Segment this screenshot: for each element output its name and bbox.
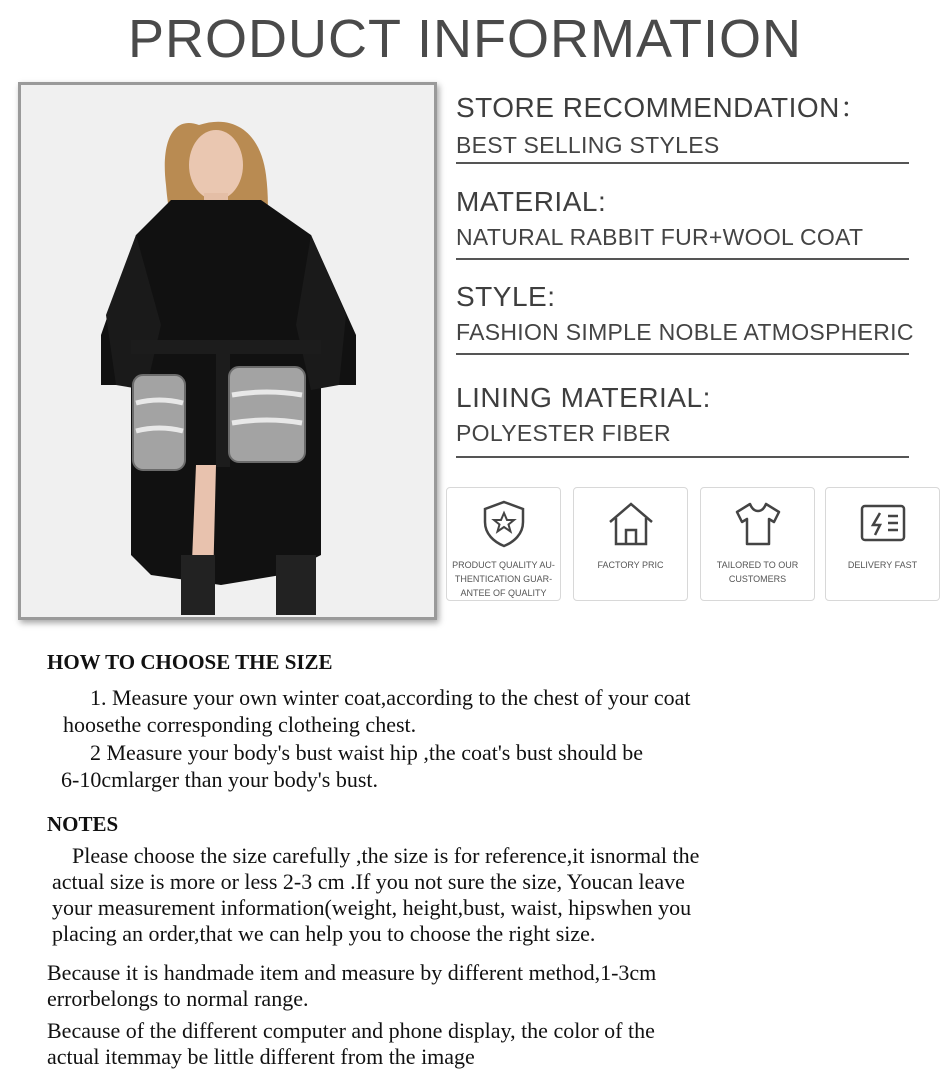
field-value: POLYESTER FIBER <box>456 420 671 446</box>
notes-line: Because of the different computer and phone display, the color of the <box>47 1018 655 1043</box>
notes-line: actual itemmay be little different from the image <box>47 1044 475 1069</box>
badge-text: DELIVERY FAST <box>847 560 918 570</box>
divider <box>456 353 909 355</box>
badge-text: TAILORED TO OUR <box>716 560 799 570</box>
field-value: FASHION SIMPLE NOBLE ATMOSPHERIC <box>456 319 914 345</box>
shield-star-icon <box>479 498 529 548</box>
size-guide-line: 1. Measure your own winter coat,according to the chest of your coat <box>90 685 691 710</box>
notes-heading: NOTES <box>47 812 119 836</box>
size-guide-line: hoosethe corresponding clotheing chest. <box>63 712 417 737</box>
size-guide-heading: HOW TO CHOOSE THE SIZE <box>47 650 333 674</box>
model-in-coat-image <box>21 85 434 617</box>
notes-line: your measurement information(weight, height,bust, waist, hipswhen you <box>52 895 692 920</box>
notes-line: Please choose the size carefully ,the size is for reference,it isnormal the <box>72 843 700 868</box>
field-material <box>456 186 916 251</box>
badge-delivery <box>825 487 940 601</box>
tshirt-icon <box>733 498 783 548</box>
fast-delivery-icon <box>858 498 908 548</box>
notes-paragraph <box>52 843 699 947</box>
badge-text: CUSTOMERS <box>728 574 787 584</box>
field-label: STORE RECOMMENDATION： <box>456 92 869 123</box>
divider <box>456 162 909 164</box>
field-style <box>456 281 916 346</box>
size-guide-line: 6-10cmlarger than your body's bust. <box>61 767 379 792</box>
badge-text: PRODUCT QUALITY AU- <box>452 560 555 570</box>
page-title: PRODUCT INFORMATION <box>128 9 802 69</box>
size-guide-text <box>63 684 691 793</box>
field-label: LINING MATERIAL: <box>456 382 711 413</box>
field-label: STYLE: <box>456 281 556 312</box>
house-icon <box>606 498 656 548</box>
notes-line: errorbelongs to normal range. <box>47 986 309 1011</box>
badge-quality <box>446 487 561 601</box>
notes-line: placing an order,that we can help you to choose the right size. <box>52 921 596 946</box>
divider <box>456 258 909 260</box>
badge-text: FACTORY PRIC <box>597 560 664 570</box>
field-value: BEST SELLING STYLES <box>456 132 720 158</box>
field-lining-material <box>456 382 916 447</box>
badge-tailored <box>700 487 815 601</box>
badge-factory-price <box>573 487 688 601</box>
divider <box>456 456 909 458</box>
notes-line: Because it is handmade item and measure by different method,1-3cm <box>47 960 657 985</box>
product-photo <box>18 82 437 620</box>
field-label: MATERIAL: <box>456 186 607 217</box>
field-value: NATURAL RABBIT FUR+WOOL COAT <box>456 224 864 250</box>
size-guide-line: 2 Measure your body's bust waist hip ,the coat's bust should be <box>90 740 643 765</box>
notes-line: actual size is more or less 2-3 cm .If you not sure the size, Youcan leave <box>52 869 685 894</box>
badge-text: THENTICATION GUAR- <box>454 574 553 584</box>
badge-text: ANTEE OF QUALITY <box>460 588 547 598</box>
notes-paragraph <box>47 1018 655 1070</box>
field-store-recommendation <box>456 86 916 159</box>
notes-paragraph <box>47 960 656 1012</box>
